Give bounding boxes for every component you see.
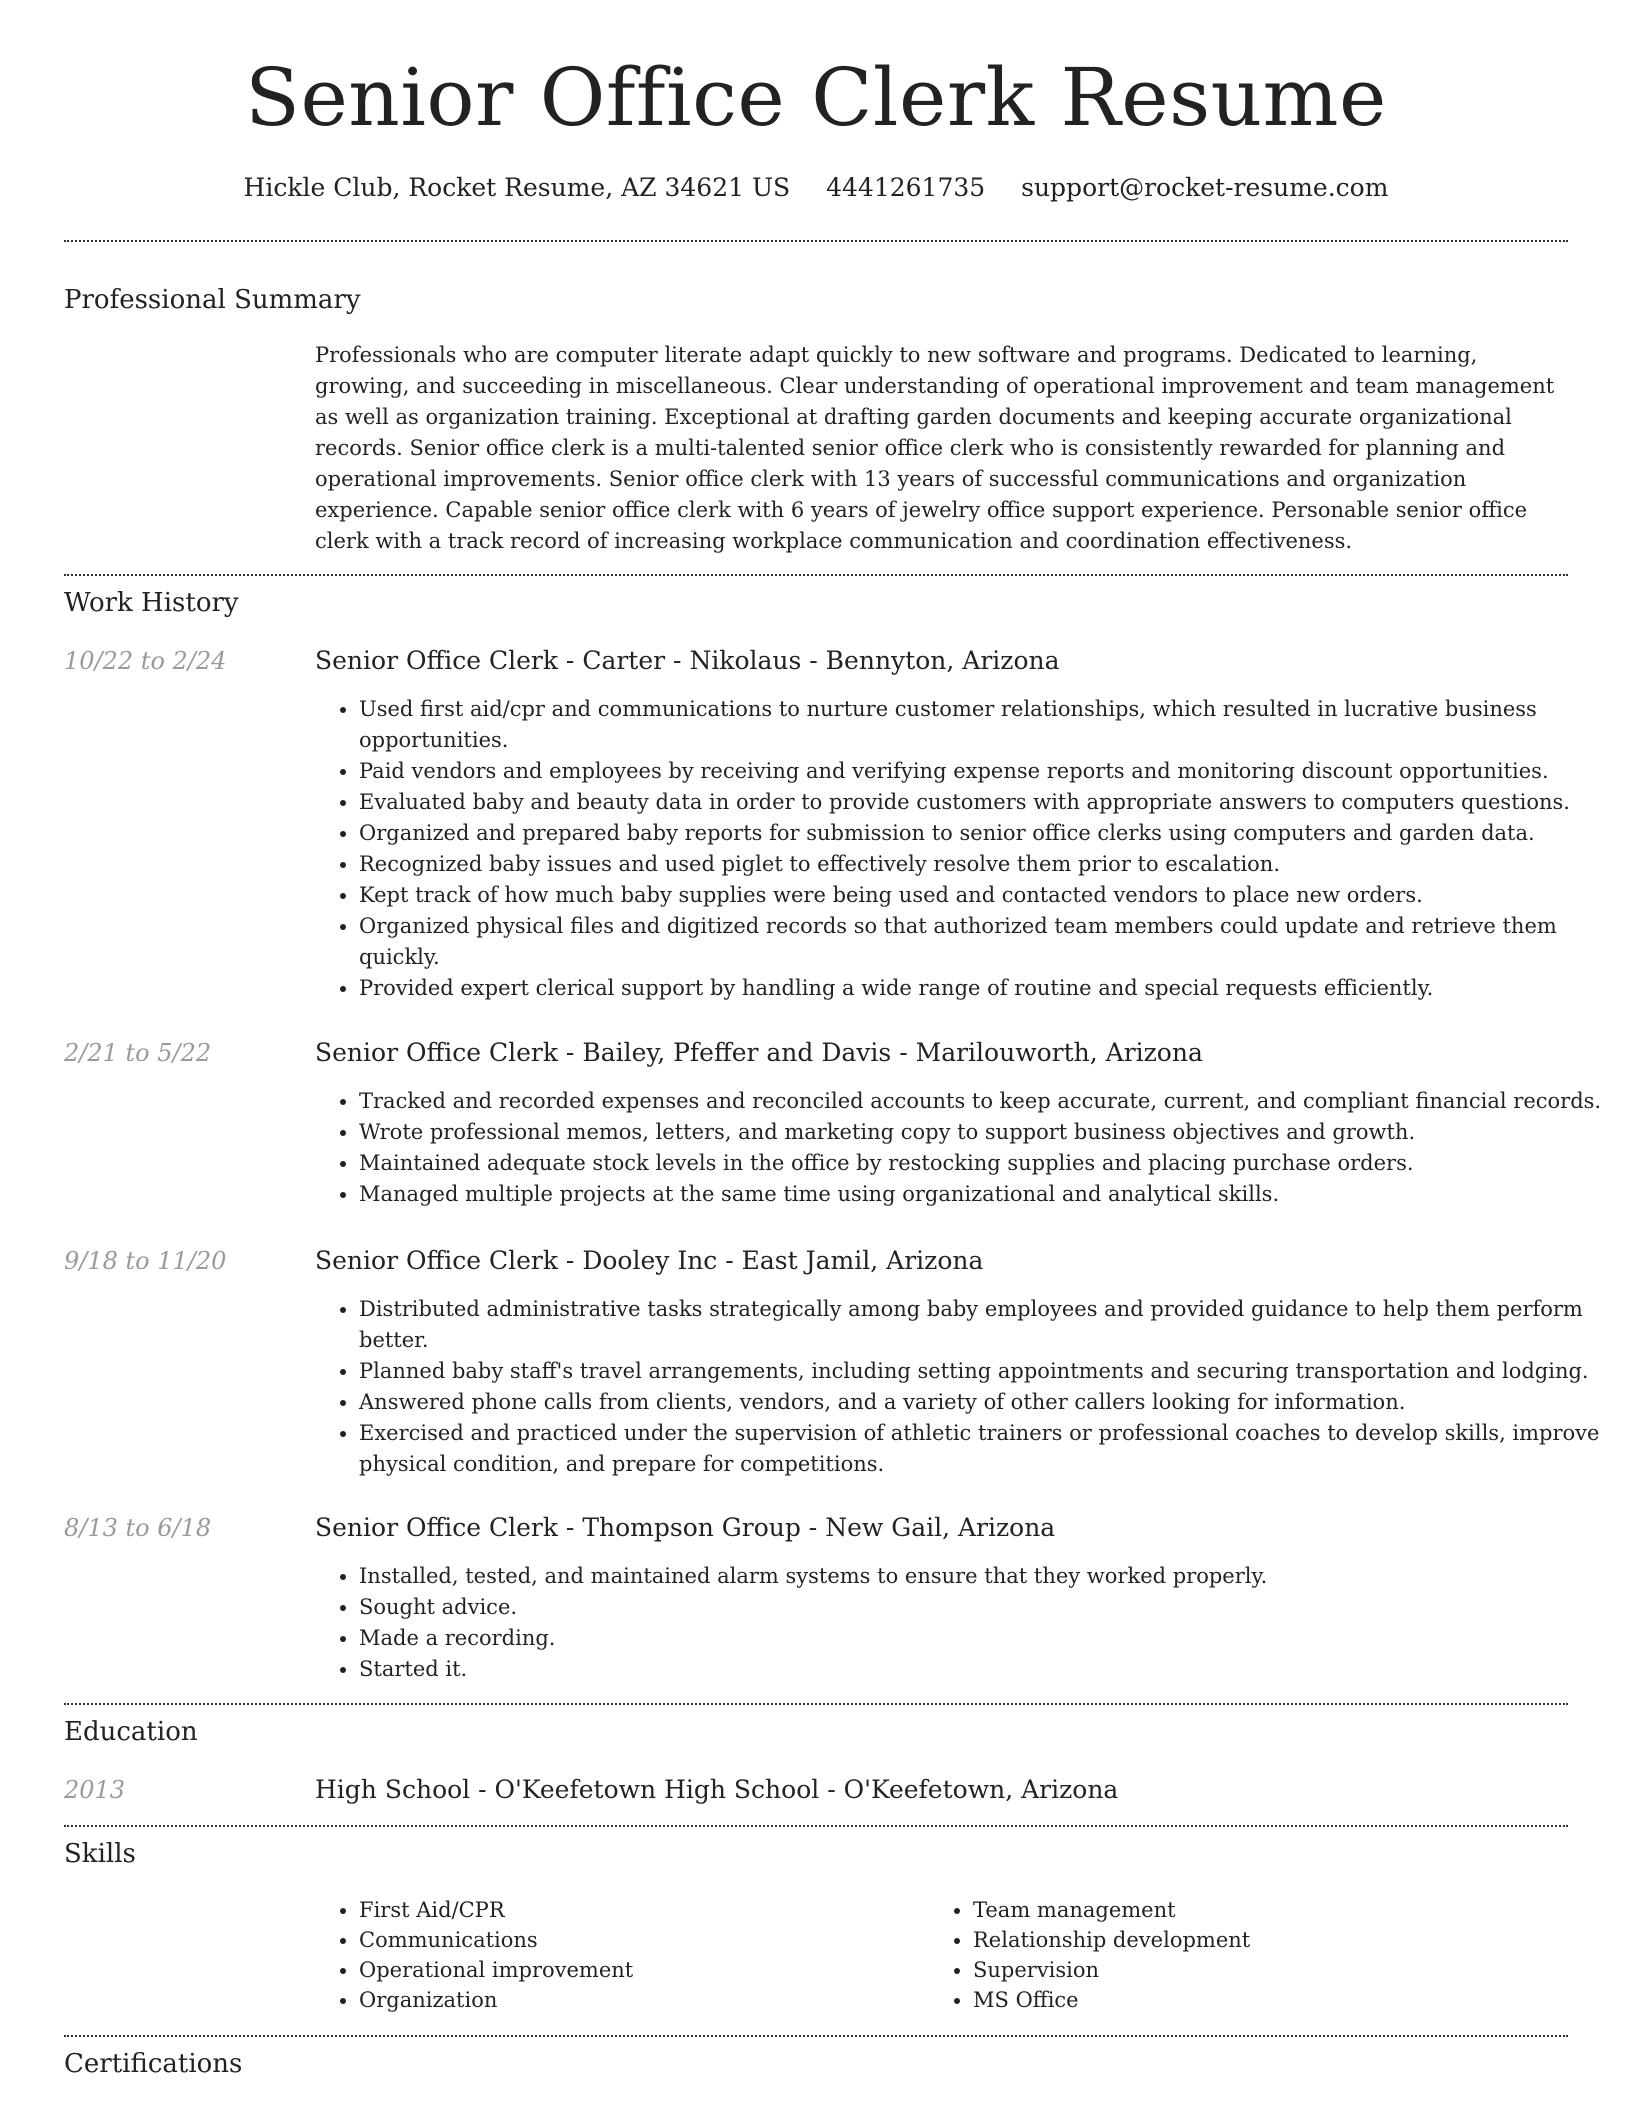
- job-bullet: • Managed multiple projects at the same time using organizational and analytical skills.: [359, 1179, 1613, 1210]
- summary-text: Professionals who are computer literate adapt quickly to new software and programs. Dedicated to learning, growing, and succeeding in miscellaneous. Clear understanding of operational improvement and team management as well as organization training. Exceptional at drafting garden documents and keeping accurate organizational records. Senior office clerk is a multi-talented senior office clerk who is consistently rewarded for planning and operational improvements. Senior office clerk with 13 years of successful communications and organization experience. Capable senior office clerk with 6 years of jewelry office support experience. Personable senior office clerk with a track record of increasing workplace communication and coordination effectiveness.: [315, 343, 1555, 553]
- skill-item: • Communications: [359, 1925, 919, 1955]
- contact-line: [0, 170, 1632, 206]
- job-bullet: • Wrote professional memos, letters, and marketing copy to support business objectives and growth.: [359, 1117, 1613, 1148]
- job-title: Senior Office Clerk - Thompson Group - New Gail, Arizona: [315, 1513, 1056, 1542]
- education-entry: High School - O'Keefetown High School - O'Keefetown, Arizona: [315, 1775, 1119, 1804]
- job-title: Senior Office Clerk - Bailey, Pfeffer and Davis - Marilouworth, Arizona: [315, 1038, 1203, 1067]
- job-bullet: • Tracked and recorded expenses and reconciled accounts to keep accurate, current, and compliant financial records.: [359, 1086, 1613, 1117]
- job-bullet: • Kept track of how much baby supplies were being used and contacted vendors to place new orders.: [359, 880, 1613, 911]
- section-title-education: Education: [64, 1717, 198, 1747]
- job-title: Senior Office Clerk - Dooley Inc - East Jamil, Arizona: [315, 1246, 984, 1275]
- skill-item: • First Aid/CPR: [359, 1895, 919, 1925]
- resume-title: Senior Office Clerk Resume: [245, 51, 1387, 144]
- skill-item: • Team management: [973, 1895, 1573, 1925]
- job-bullets: [315, 1294, 1613, 1480]
- job-dates: 10/22 to 2/24: [64, 647, 227, 675]
- skill-item: • Operational improvement: [359, 1955, 919, 1985]
- job-dates: 9/18 to 11/20: [64, 1247, 227, 1275]
- job-bullet: • Planned baby staff's travel arrangements, including setting appointments and securing transportation and lodging.: [359, 1356, 1613, 1387]
- job-bullet: • Evaluated baby and beauty data in order to provide customers with appropriate answers to computers questions.: [359, 787, 1613, 818]
- job-bullet: • Made a recording.: [359, 1623, 1613, 1654]
- section-divider: [64, 1825, 1568, 1827]
- job-bullet: • Started it.: [359, 1654, 1613, 1685]
- skills-list-right: [929, 1895, 1573, 2015]
- job-bullet: • Paid vendors and employees by receiving and verifying expense reports and monitoring discount opportunities.: [359, 756, 1613, 787]
- job-bullet: • Maintained adequate stock levels in the office by restocking supplies and placing purchase orders.: [359, 1148, 1613, 1179]
- contact-email: support@rocket-resume.com: [1021, 173, 1389, 202]
- job-bullet: • Sought advice.: [359, 1592, 1613, 1623]
- contact-address: Hickle Club, Rocket Resume, AZ 34621 US: [243, 173, 791, 202]
- section-divider: [64, 2035, 1568, 2037]
- section-divider: [64, 240, 1568, 242]
- section-title-skills: Skills: [64, 1839, 136, 1869]
- job-bullet: • Distributed administrative tasks strategically among baby employees and provided guidance to help them perform better.: [359, 1294, 1613, 1356]
- skill-item: • Relationship development: [973, 1925, 1573, 1955]
- job-title: Senior Office Clerk - Carter - Nikolaus - Bennyton, Arizona: [315, 646, 1060, 675]
- job-dates: 8/13 to 6/18: [64, 1514, 212, 1542]
- section-divider: [64, 1703, 1568, 1705]
- job-bullet: • Installed, tested, and maintained alarm systems to ensure that they worked properly.: [359, 1561, 1613, 1592]
- job-dates: 2/21 to 5/22: [64, 1039, 212, 1067]
- education-date: 2013: [64, 1776, 126, 1804]
- section-title-work-history: Work History: [64, 588, 239, 618]
- section-title-summary: Professional Summary: [64, 285, 361, 315]
- job-bullets: [315, 694, 1613, 1004]
- section-divider: [64, 574, 1568, 576]
- job-bullet: • Answered phone calls from clients, vendors, and a variety of other callers looking for information.: [359, 1387, 1613, 1418]
- job-bullet: • Used first aid/cpr and communications to nurture customer relationships, which resulted in lucrative business opportunities.: [359, 694, 1613, 756]
- job-bullet: • Organized and prepared baby reports for submission to senior office clerks using computers and garden data.: [359, 818, 1613, 849]
- skills-list-left: [315, 1895, 919, 2015]
- job-bullets: [315, 1561, 1613, 1685]
- skill-item: • MS Office: [973, 1985, 1573, 2015]
- job-bullet: • Recognized baby issues and used piglet to effectively resolve them prior to escalation.: [359, 849, 1613, 880]
- job-bullet: • Exercised and practiced under the supervision of athletic trainers or professional coaches to develop skills, improve physical condition, and prepare for competitions.: [359, 1418, 1613, 1480]
- job-bullet: • Provided expert clerical support by handling a wide range of routine and special requests efficiently.: [359, 973, 1613, 1004]
- skill-item: • Organization: [359, 1985, 919, 2015]
- job-bullets: [315, 1086, 1613, 1210]
- contact-phone: 4441261735: [826, 173, 986, 202]
- skill-item: • Supervision: [973, 1955, 1573, 1985]
- section-title-certifications: Certifications: [64, 2049, 243, 2079]
- job-bullet: • Organized physical files and digitized records so that authorized team members could update and retrieve them quickly.: [359, 911, 1613, 973]
